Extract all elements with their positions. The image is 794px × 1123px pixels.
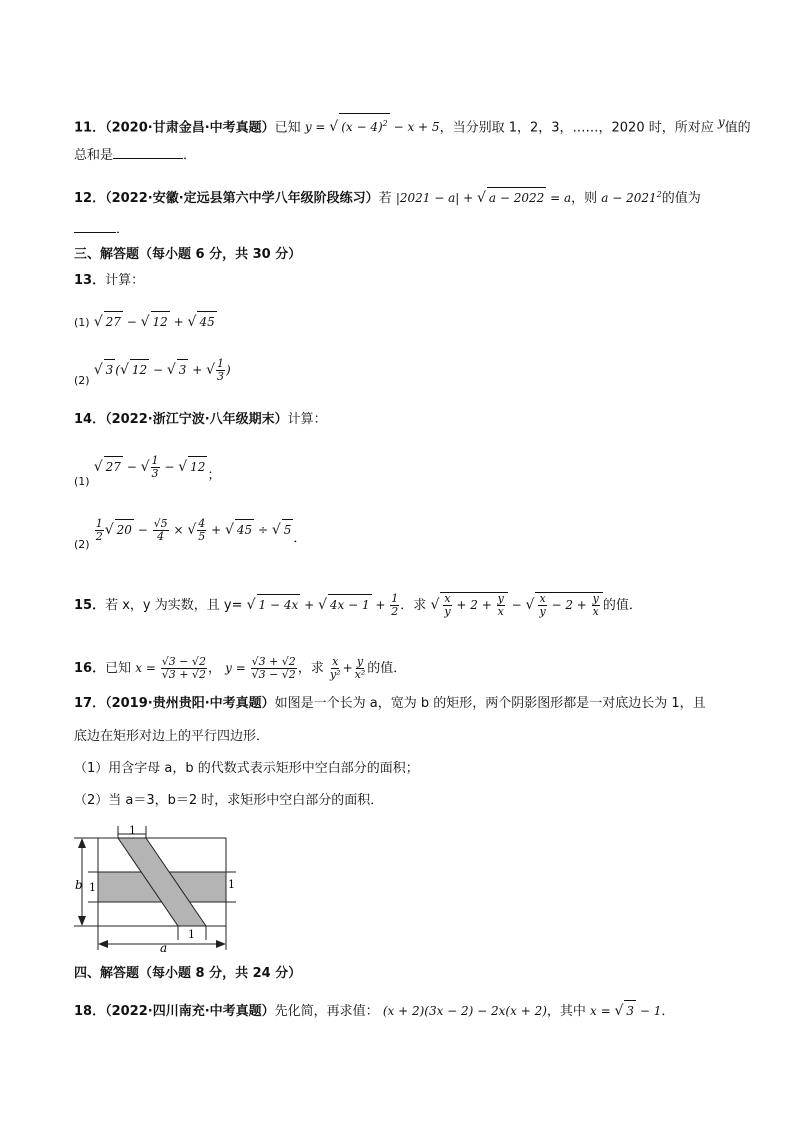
expression: √ 1 − 4x + √ 4x − 1 + $\frac{1}{2}$: [246, 592, 399, 618]
question-11-line2: [74, 144, 196, 166]
question-13-part2: [74, 358, 231, 391]
equation: y = √ $(x - 4)^2 - x + 5$: [305, 120, 440, 134]
a-arrowhead-left: [98, 940, 108, 948]
question-number: 16．: [74, 661, 106, 676]
question-16: 16．已知 x = $\frac{√3 - √2}{√3 + √2}$ ， y = $\frac{√3 + √2}{√3 - √2}$ ，求 $\frac{x}{\text{y²}}$ + $\frac{y}{\text{x²}}$ 的值．: [74, 655, 407, 681]
question-11-line1: [74, 112, 751, 138]
a-arrowhead-right: [216, 940, 226, 948]
text: ，求: [297, 661, 324, 676]
expression: $\frac{x}{\text{y²}}$ + $\frac{y}{\text{x²}}$: [329, 655, 366, 681]
question-source: （2022·安徽·定远县第六中学八年级阶段练习）: [105, 191, 379, 206]
text: 若 x，y 为实数，且 y=: [105, 598, 243, 613]
text: ．求: [400, 598, 427, 613]
text: 的值．: [367, 661, 407, 676]
section-3-title: 三、解答题（每小题 6 分，共 30 分）: [74, 247, 302, 262]
expression: (x + 2)(3x − 2) − 2x(x + 2): [382, 1004, 547, 1018]
question-13-part1: [74, 311, 217, 333]
text: 若: [378, 191, 392, 206]
text: ，当分别取 1，2，3，……，2020 时，所对应: [439, 120, 714, 136]
part-label: (2): [74, 538, 90, 551]
text: 已知: [274, 120, 301, 136]
question-number: 18．: [74, 1004, 106, 1019]
question-source: （2019·贵州贵阳·中考真题）: [105, 696, 275, 711]
text: 如图是一个长为 a，宽为 b 的矩形，两个阴影图形都是一对底边长为 1，且: [274, 696, 706, 711]
question-number: 11．: [74, 120, 106, 136]
equation: |2021 − a| + √ a − 2022 = a: [396, 191, 571, 205]
question-source: （2022·浙江宁波·八年级期末）: [105, 412, 288, 427]
text: ，其中: [546, 1004, 586, 1019]
left-band-label: 1: [89, 881, 96, 894]
text: 值的: [724, 120, 751, 136]
question-12-line2: [74, 218, 129, 240]
text: 总和是: [74, 148, 114, 163]
part-label: (1): [74, 316, 90, 329]
answer-blank[interactable]: [113, 144, 183, 159]
text: ．: [293, 531, 307, 546]
question-13: [74, 271, 144, 291]
expression: √ 3 (√ 12 − √ 3 + √ $\frac{1}{3}$ ): [93, 357, 231, 383]
question-15: [74, 592, 642, 618]
answer-blank[interactable]: [74, 218, 116, 233]
b-label: b: [75, 878, 83, 892]
question-number: 17．: [74, 696, 106, 711]
question-18: [74, 1000, 674, 1022]
text: 计算：: [105, 273, 145, 288]
question-source: （2022·四川南充·中考真题）: [105, 1004, 275, 1019]
question-number: 12．: [74, 191, 106, 206]
expression: √ 27 − √ 12 + √ 45: [94, 315, 217, 329]
text: 已知: [105, 661, 132, 676]
question-17-sub1: （1）用含字母 a，b 的代数式表示矩形中空白部分的面积；: [74, 761, 419, 776]
text: 先化简，再求值：: [274, 1004, 379, 1019]
top-label: 1: [129, 824, 136, 837]
y-definition: y = $\frac{√3 + √2}{√3 - √2}$: [225, 655, 296, 681]
text: 计算：: [287, 412, 327, 427]
rectangle-figure: [66, 822, 246, 952]
text: ．: [116, 222, 130, 237]
question-17-line1: [74, 694, 706, 714]
text: ．: [661, 1004, 675, 1019]
question-14: [74, 410, 327, 430]
question-14-part1: [74, 455, 220, 492]
question-source: （2020·甘肃金昌·中考真题）: [105, 120, 275, 136]
text: ，则: [571, 191, 598, 206]
b-arrowhead-top: [78, 838, 86, 848]
question-17-sub2: （2）当 a＝3，b＝2 时，求矩形中空白部分的面积．: [74, 793, 384, 808]
text: 的值为: [661, 191, 701, 206]
a-label: a: [160, 941, 168, 952]
expression: √ 27 − √ $\frac{1}{3}$ − √ 12: [93, 454, 206, 480]
part-label: (2): [74, 374, 90, 387]
expression: $\frac{1}{2}$ √ 20 − $\frac{√5}{4}$ × √ $\frac{4}{5}$ + √ 45 ÷ √ 5: [95, 517, 292, 543]
expression: √ $\frac{x}{y}$ + 2 + $\frac{y}{x}$ − √ $\frac{x}{y}$ − 2 + $\frac{y}{x}$: [430, 598, 602, 612]
part-label: (1): [74, 475, 90, 488]
question-number: 14．: [74, 412, 106, 427]
variable: y: [717, 115, 725, 129]
expression: $a - 2021^2$: [601, 190, 662, 205]
x-definition: x = $\frac{√3 - √2}{√3 + √2}$: [135, 655, 206, 681]
x-value: x = √ 3 − 1: [590, 1004, 661, 1018]
text: 的值．: [602, 598, 642, 613]
question-number: 13．: [74, 273, 106, 288]
question-12-line1: [74, 185, 701, 209]
question-14-part2: [74, 518, 306, 555]
question-17-line2: 底边在矩形对边上的平行四边形．: [74, 729, 270, 744]
text: ．: [183, 148, 197, 163]
bottom-label: 1: [188, 928, 195, 941]
section-4-title: 四、解答题（每小题 8 分，共 24 分）: [74, 966, 302, 981]
right-band-label: 1: [228, 878, 235, 891]
text: ；: [207, 468, 221, 483]
b-arrowhead-bottom: [78, 916, 86, 926]
question-number: 15．: [74, 598, 106, 613]
